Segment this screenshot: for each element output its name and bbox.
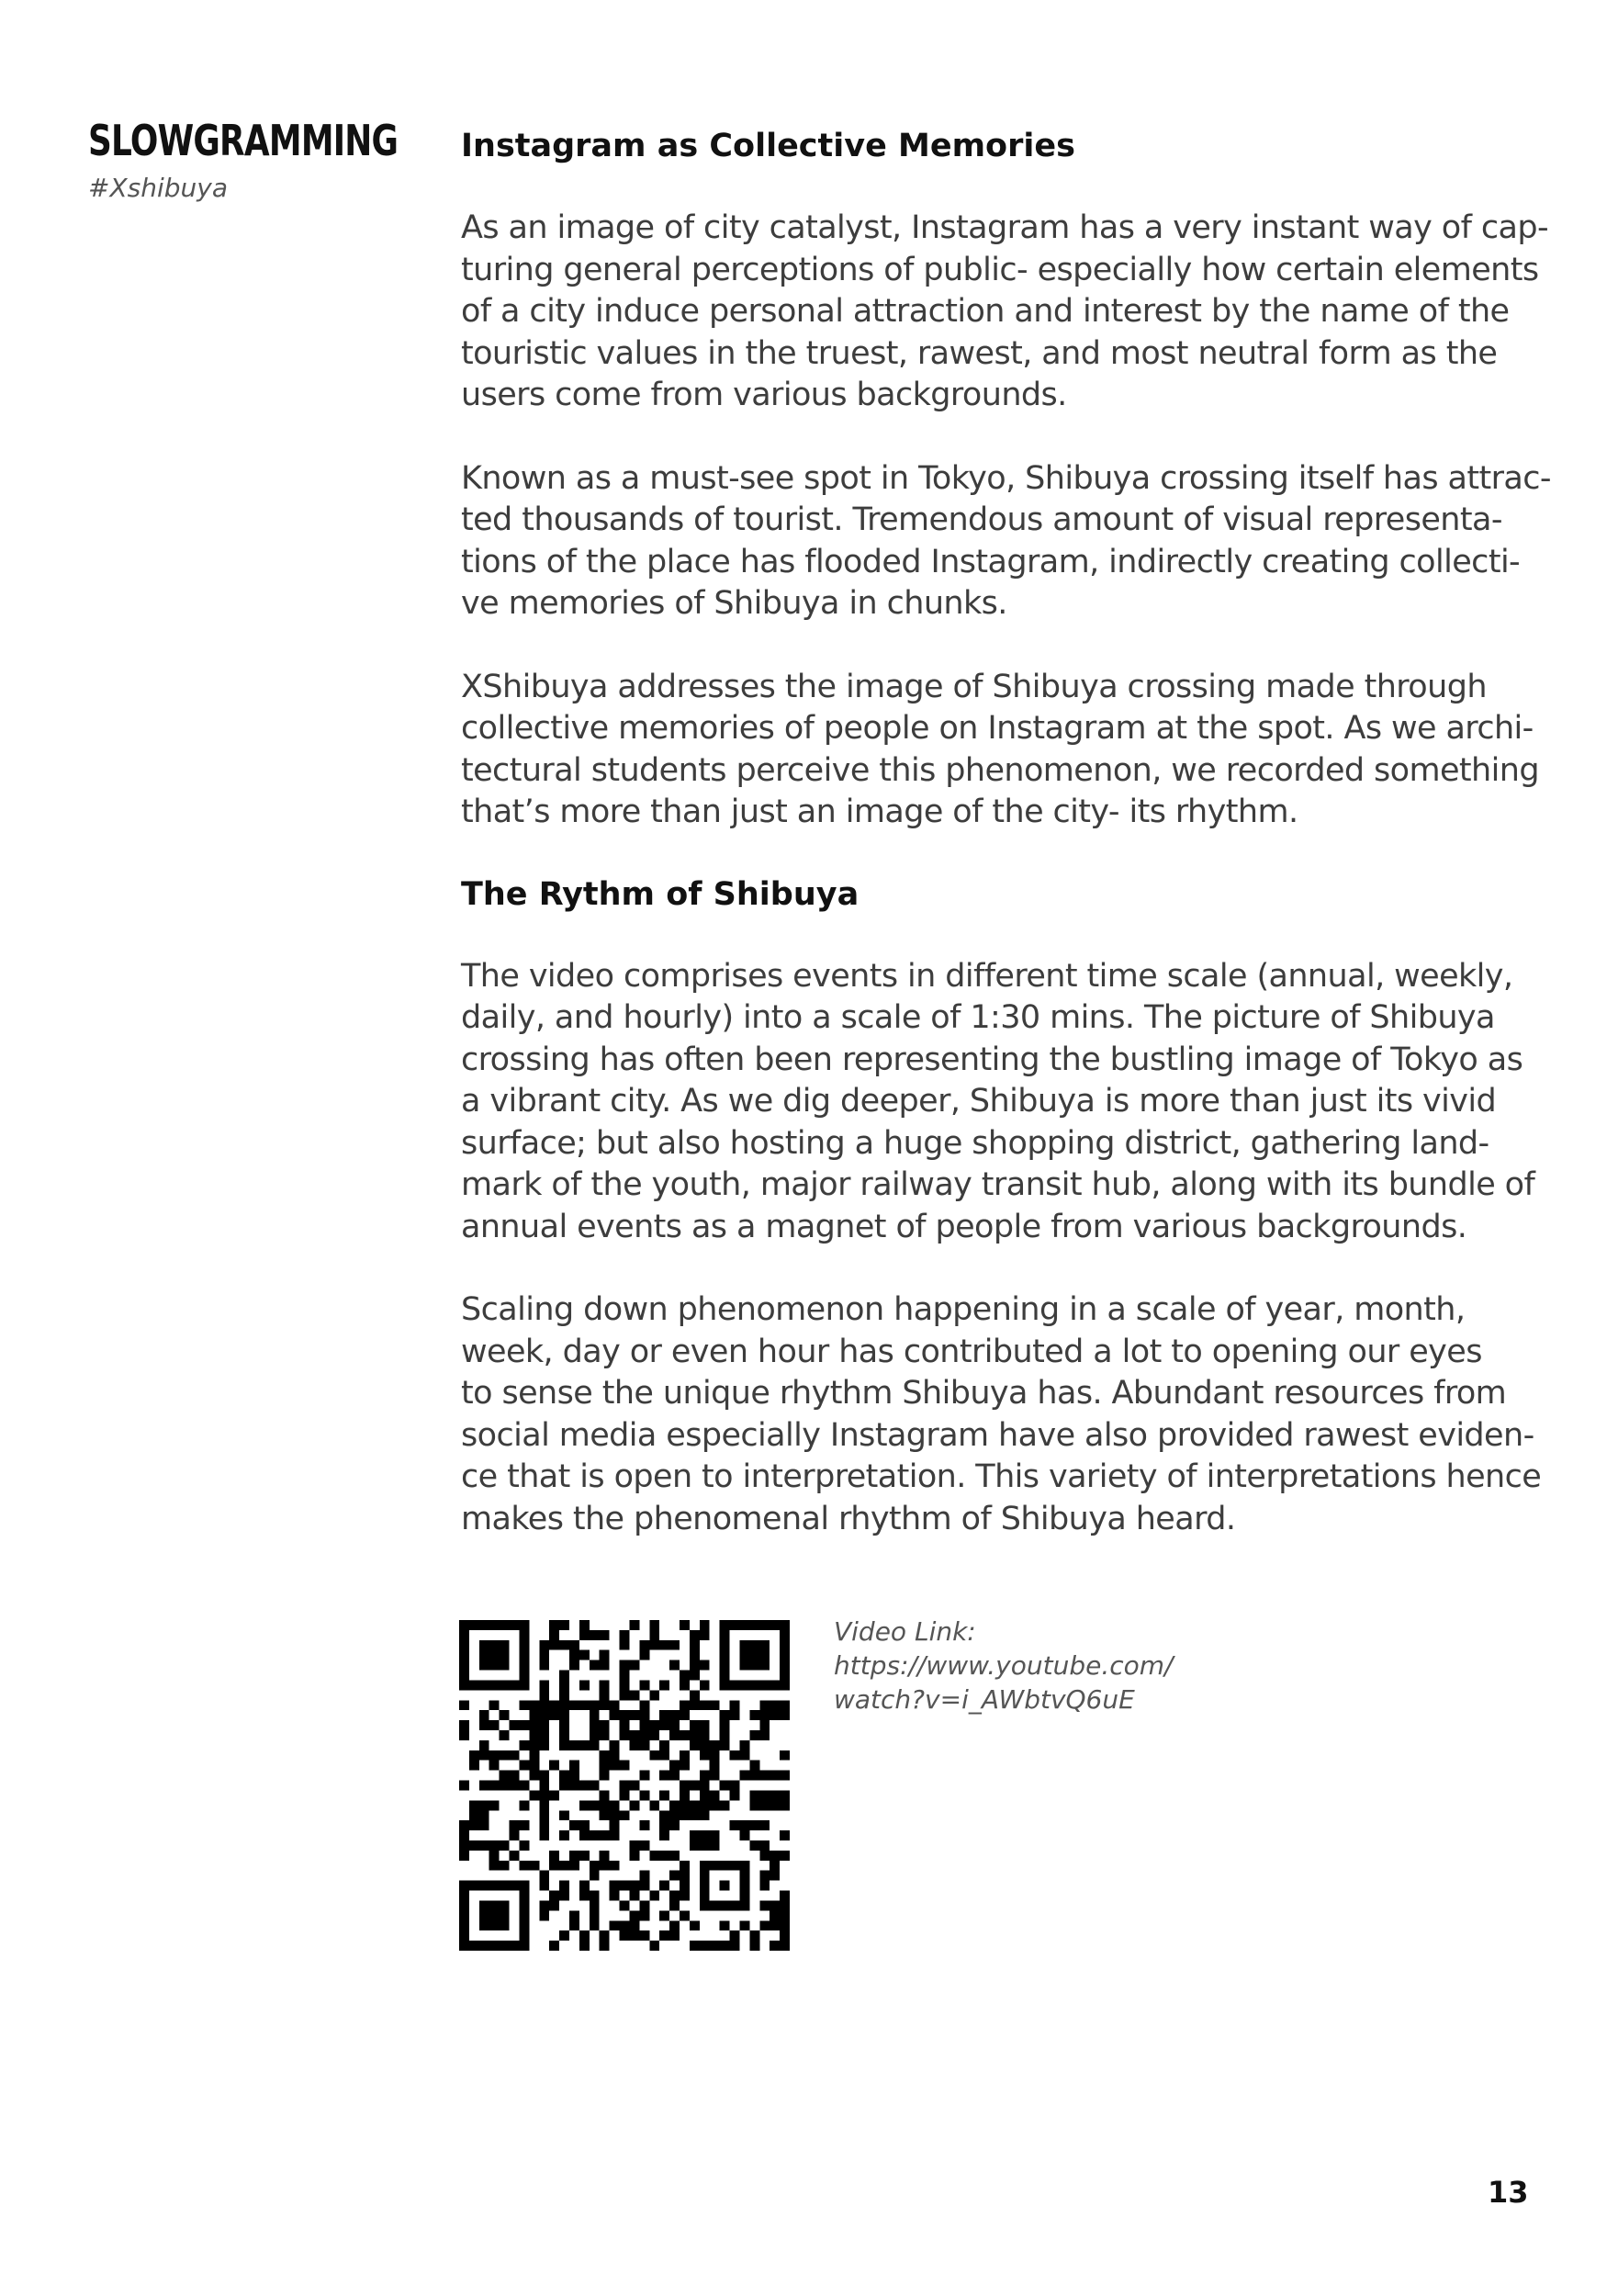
section-heading-rythm: The Rythm of Shibuya <box>461 875 860 913</box>
text-line: XShibuya addresses the image of Shibuya crossing made through <box>461 668 1487 705</box>
text-line: Known as a must-see spot in Tokyo, Shibuya crossing itself has attrac- <box>461 459 1551 497</box>
text-line: of a city induce personal attraction and interest by the name of the <box>461 293 1510 330</box>
text-line: ce that is open to interpretation. This variety of interpretations hence <box>461 1458 1542 1495</box>
main-content <box>461 127 1558 1581</box>
text-line: daily, and hourly) into a scale of 1:30 mins. The picture of Shibuya <box>461 999 1495 1036</box>
text-line: ted thousands of tourist. Tremendous amount of visual representa- <box>461 501 1502 538</box>
text-line: that’s more than just an image of the city- its rhythm. <box>461 793 1298 830</box>
text-line: tectural students perceive this phenomenon, we recorded something <box>461 751 1539 789</box>
text-line: Scaling down phenomenon happening in a scale of year, month, <box>461 1291 1466 1328</box>
brand-hashtag: #Xshibuya <box>88 173 229 203</box>
text-line: week, day or even hour has contributed a lot to opening our eyes <box>461 1333 1482 1370</box>
video-link-url[interactable]: https://www.youtube.com/ <box>834 1650 1174 1681</box>
text-line: ve memories of Shibuya in chunks. <box>461 585 1007 622</box>
text-line: tions of the place has flooded Instagram, indirectly creating collecti- <box>461 543 1521 580</box>
text-line: The video comprises events in different time scale (annual, weekly, <box>461 957 1513 995</box>
paragraph <box>461 458 1558 625</box>
text-line: annual events as a magnet of people from various backgrounds. <box>461 1208 1467 1245</box>
text-line: touristic values in the truest, rawest, and most neutral form as the <box>461 334 1498 372</box>
text-line: makes the phenomenal rhythm of Shibuya heard. <box>461 1500 1236 1537</box>
text-line: turing general perceptions of public- especially how certain elements <box>461 251 1539 288</box>
text-line: crossing has often been representing the bustling image of Tokyo as <box>461 1041 1523 1078</box>
brand-block <box>88 116 419 203</box>
brand-title: SLOWGRAMMING <box>88 116 399 165</box>
text-line: collective memories of people on Instagram at the spot. As we archi- <box>461 710 1534 747</box>
paragraph <box>461 208 1558 417</box>
text-line: mark of the youth, major railway transit hub, along with its bundle of <box>461 1166 1535 1203</box>
text-line: to sense the unique rhythm Shibuya has. Abundant resources from <box>461 1375 1507 1412</box>
qr-code[interactable] <box>459 1620 790 1951</box>
paragraph <box>461 667 1558 834</box>
text-line: users come from various backgrounds. <box>461 377 1067 413</box>
video-link-block <box>834 1615 1219 1716</box>
text-line: a vibrant city. As we dig deeper, Shibuya is more than just its vivid <box>461 1083 1497 1120</box>
text-line: surface; but also hosting a huge shopping district, gathering land- <box>461 1124 1489 1162</box>
paragraph <box>461 1289 1558 1540</box>
text-line: As an image of city catalyst, Instagram has a very instant way of cap- <box>461 209 1548 246</box>
page-number: 13 <box>1488 2175 1529 2210</box>
video-link-url-continued[interactable]: watch?v=i_AWbtvQ6uE <box>834 1684 1135 1715</box>
video-link-label: Video Link: <box>834 1616 976 1647</box>
text-line: social media especially Instagram have also provided rawest eviden- <box>461 1416 1534 1454</box>
section-heading-collective-memories: Instagram as Collective Memories <box>461 128 1075 164</box>
paragraph <box>461 956 1558 1249</box>
